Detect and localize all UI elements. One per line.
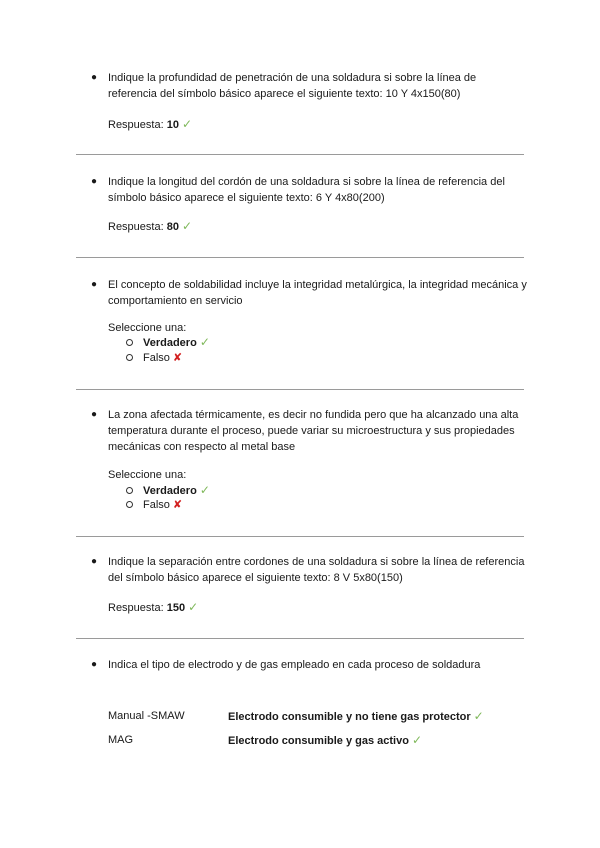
- correct-check-icon: ✓: [473, 709, 484, 723]
- match-answer-text: Electrodo consumible y no tiene gas protector: [228, 711, 471, 723]
- radio-circle-icon[interactable]: [126, 487, 133, 494]
- option-label: Verdadero: [143, 485, 197, 497]
- match-answer[interactable]: [228, 732, 422, 749]
- correct-check-icon: ✓: [411, 733, 423, 747]
- bullet-icon: ●: [90, 659, 98, 670]
- correct-check-icon: ✓: [181, 117, 193, 131]
- radio-circle-icon[interactable]: [126, 339, 133, 346]
- answer-value: 150: [166, 602, 186, 614]
- bullet-icon: ●: [90, 176, 98, 187]
- select-label: Seleccione una:: [108, 469, 187, 481]
- match-answer-text: Electrodo consumible y gas activo: [228, 735, 409, 747]
- option-label: Falso: [143, 352, 170, 364]
- bullet-icon: ●: [90, 279, 98, 290]
- divider: [76, 638, 524, 639]
- correct-check-icon: ✓: [199, 335, 210, 349]
- option-label: Verdadero: [143, 337, 197, 349]
- option-falso[interactable]: [126, 497, 182, 513]
- divider: [76, 154, 524, 155]
- match-process-label: Manual -SMAW: [108, 710, 185, 722]
- answer-value: 10: [166, 119, 179, 131]
- divider: [76, 536, 524, 537]
- answer-value: 80: [166, 221, 179, 233]
- question-text: El concepto de soldabilidad incluye la integridad metalúrgica, la integridad mecánica y comportamiento en servicio: [108, 279, 527, 307]
- option-label: Falso: [143, 499, 170, 511]
- correct-check-icon: ✓: [181, 219, 193, 233]
- option-falso[interactable]: [126, 350, 182, 366]
- answer-line: [108, 116, 192, 133]
- answer-label: Respuesta:: [108, 119, 164, 131]
- bullet-icon: ●: [90, 556, 98, 567]
- question-text: Indica el tipo de electrodo y de gas empleado en cada proceso de soldadura: [108, 659, 481, 671]
- question-text: Indique la separación entre cordones de una soldadura si sobre la línea de referencia del símbolo básico aparece el siguiente texto: 8 V 5x80(150): [108, 556, 525, 584]
- answer-line: [108, 599, 198, 616]
- question-text: La zona afectada térmicamente, es decir no fundida pero que ha alcanzado una alta temperatura durante el proceso, puede variar su microestructura y sus propiedades mecánicas con respecto al metal base: [108, 409, 519, 453]
- bullet-icon: ●: [90, 72, 98, 83]
- option-verdadero[interactable]: [126, 334, 210, 351]
- question-text: Indique la profundidad de penetración de una soldadura si sobre la línea de referencia del símbolo básico aparece el siguiente texto: 10 Y 4x150(80): [108, 72, 477, 100]
- select-label: Seleccione una:: [108, 322, 187, 334]
- match-process-label: MAG: [108, 734, 134, 746]
- answer-label: Respuesta:: [108, 602, 164, 614]
- incorrect-cross-icon: ✘: [172, 499, 183, 511]
- divider: [76, 389, 524, 390]
- match-answer[interactable]: [228, 708, 484, 725]
- bullet-icon: ●: [90, 409, 98, 420]
- question-text: Indique la longitud del cordón de una soldadura si sobre la línea de referencia del símbolo básico aparece el siguiente texto: 6 Y 4x80(200): [108, 176, 505, 204]
- answer-label: Respuesta:: [108, 221, 164, 233]
- correct-check-icon: ✓: [188, 600, 199, 614]
- answer-line: [108, 218, 192, 235]
- incorrect-cross-icon: ✘: [172, 352, 183, 364]
- correct-check-icon: ✓: [199, 483, 210, 497]
- radio-circle-icon[interactable]: [126, 501, 133, 508]
- divider: [76, 257, 524, 258]
- radio-circle-icon[interactable]: [126, 354, 133, 361]
